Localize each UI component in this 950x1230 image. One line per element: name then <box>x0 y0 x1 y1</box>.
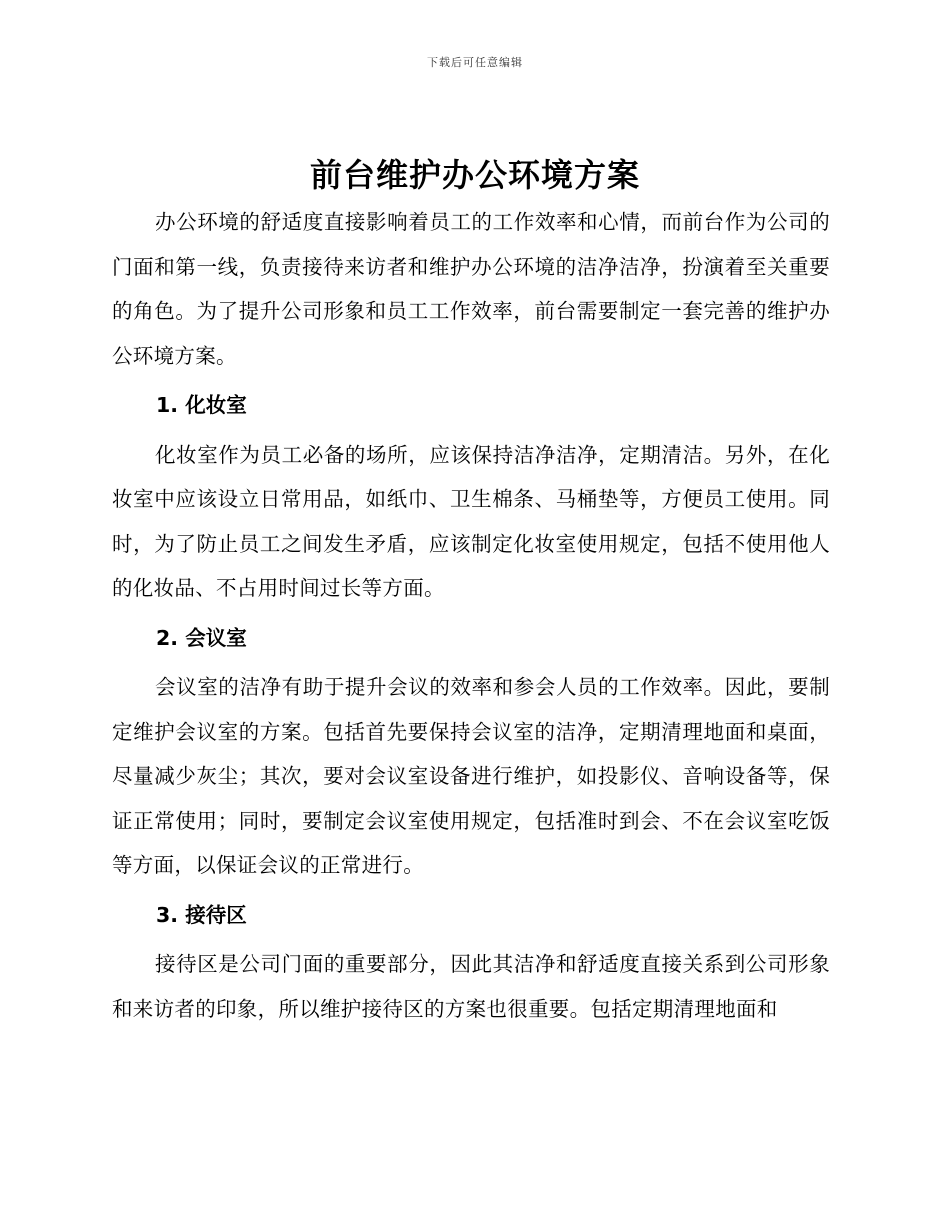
section-heading-meeting-room: 2. 会议室 <box>156 625 247 650</box>
header-note: 下载后可任意编辑 <box>427 56 523 69</box>
section-body-reception-area: 接待区是公司门面的重要部分，因此其洁净和舒适度直接关系到公司形象和来访者的印象，所以维护接待区的方案也很重要。包括定期清理地面和 <box>112 952 830 1021</box>
section-body-meeting-room: 会议室的洁净有助于提升会议的效率和参会人员的工作效率。因此，要制定维护会议室的方案。包括首先要保持会议室的洁净，定期清理地面和桌面，尽量减少灰尘；其次，要对会议室设备进行维护，如投影仪、音响设备等，保证正常使用；同时，要制定会议室使用规定，包括准时到会、不在会议室吃饭等方面，以保证会议的正常进行。 <box>112 675 830 877</box>
section-heading-reception-area: 3. 接待区 <box>156 902 247 927</box>
section-heading-makeup-room: 1. 化妆室 <box>156 393 247 417</box>
document-body <box>112 200 830 1031</box>
section-body-makeup-room: 化妆室作为员工必备的场所，应该保持洁净洁净，定期清洁。另外，在化妆室中应该设立日常用品，如纸巾、卫生棉条、马桶垫等，方便员工使用。同时，为了防止员工之间发生矛盾，应该制定化妆室使用规定，包括不使用他人的化妆品、不占用时间过长等方面。 <box>112 442 830 600</box>
intro-paragraph: 办公环境的舒适度直接影响着员工的工作效率和心情，而前台作为公司的门面和第一线，负责接待来访者和维护办公环境的洁净洁净，扮演着至关重要的角色。为了提升公司形象和员工工作效率，前台需要制定一套完善的维护办公环境方案。 <box>112 210 830 368</box>
document-title: 前台维护办公环境方案 <box>309 156 640 194</box>
